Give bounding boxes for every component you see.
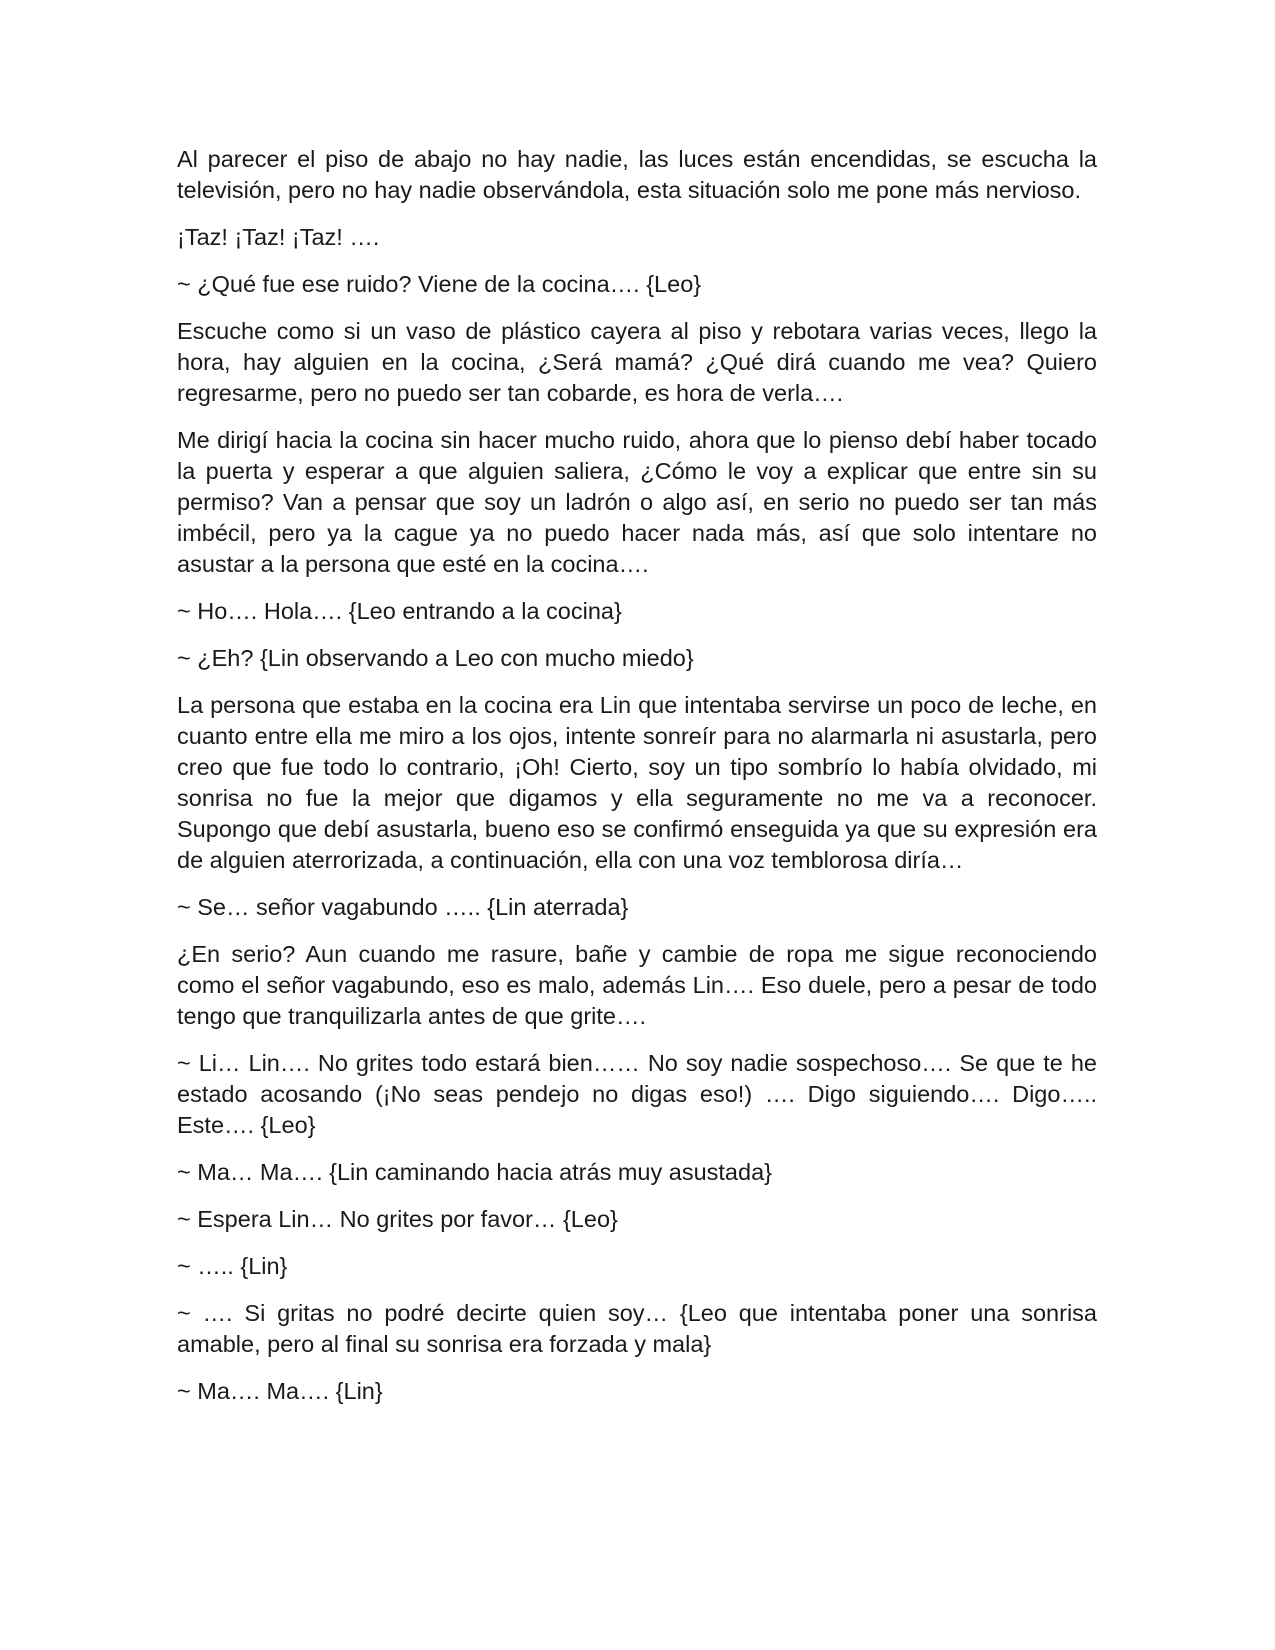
paragraph: ¿En serio? Aun cuando me rasure, bañe y cambie de ropa me sigue reconociendo como el señor vagabundo, eso es malo, además Lin…. Eso duele, pero a pesar de todo tengo que tranquilizarla antes de que grite…. xyxy=(177,941,1097,1029)
dialogue-line: ~ Ma… Ma…. {Lin caminando hacia atrás muy asustada} xyxy=(177,1159,772,1185)
dialogue-line: ~ Ma…. Ma…. {Lin} xyxy=(177,1378,383,1404)
dialogue-line: ~ Ho…. Hola…. {Leo entrando a la cocina} xyxy=(177,598,622,624)
paragraph: Al parecer el piso de abajo no hay nadie, las luces están encendidas, se escucha la televisión, pero no hay nadie observándola, esta situación solo me pone más nervioso. xyxy=(177,146,1097,203)
dialogue-line: ~ ¿Qué fue ese ruido? Viene de la cocina…. {Leo} xyxy=(177,271,702,297)
dialogue-line: ~ Espera Lin… No grites por favor… {Leo} xyxy=(177,1206,618,1232)
paragraph: La persona que estaba en la cocina era Lin que intentaba servirse un poco de leche, en cuanto entre ella me miro a los ojos, intente sonreír para no alarmarla ni asustarla, pero creo que fue todo lo contrario, ¡Oh! Cierto, soy un tipo sombrío lo había olvidado, mi sonrisa no fue la mejor que digamos y ella seguramente no me va a reconocer. Supongo que debí asustarla, bueno eso se confirmó enseguida ya que su expresión era de alguien aterrorizada, a continuación, ella con una voz temblorosa diría… xyxy=(177,692,1097,873)
dialogue-line: ~ …. Si gritas no podré decirte quien soy… {Leo que intentaba poner una sonrisa amable, pero al final su sonrisa era forzada y mala} xyxy=(177,1300,1097,1357)
dialogue-line: ~ ¿Eh? {Lin observando a Leo con mucho miedo} xyxy=(177,645,694,671)
paragraph: ¡Taz! ¡Taz! ¡Taz! …. xyxy=(177,224,380,250)
dialogue-line: ~ Li… Lin…. No grites todo estará bien…… No soy nadie sospechoso…. Se que te he estado acosando (¡No seas pendejo no digas eso!) …. Digo siguiendo…. Digo….. Este…. {Leo} xyxy=(177,1050,1097,1138)
paragraph: Escuche como si un vaso de plástico cayera al piso y rebotara varias veces, llego la hora, hay alguien en la cocina, ¿Será mamá? ¿Qué dirá cuando me vea? Quiero regresarme, pero no puedo ser tan cobarde, es hora de verla…. xyxy=(177,318,1097,406)
paragraph: Me dirigí hacia la cocina sin hacer mucho ruido, ahora que lo pienso debí haber tocado la puerta y esperar a que alguien saliera, ¿Cómo le voy a explicar que entre sin su permiso? Van a pensar que soy un ladrón o algo así, en serio no puedo ser tan más imbécil, pero ya la cague ya no puedo hacer nada más, así que solo intentare no asustar a la persona que esté en la cocina…. xyxy=(177,427,1097,577)
dialogue-line: ~ Se… señor vagabundo ….. {Lin aterrada} xyxy=(177,894,629,920)
document-page xyxy=(177,144,1097,1407)
dialogue-line: ~ ….. {Lin} xyxy=(177,1253,288,1279)
